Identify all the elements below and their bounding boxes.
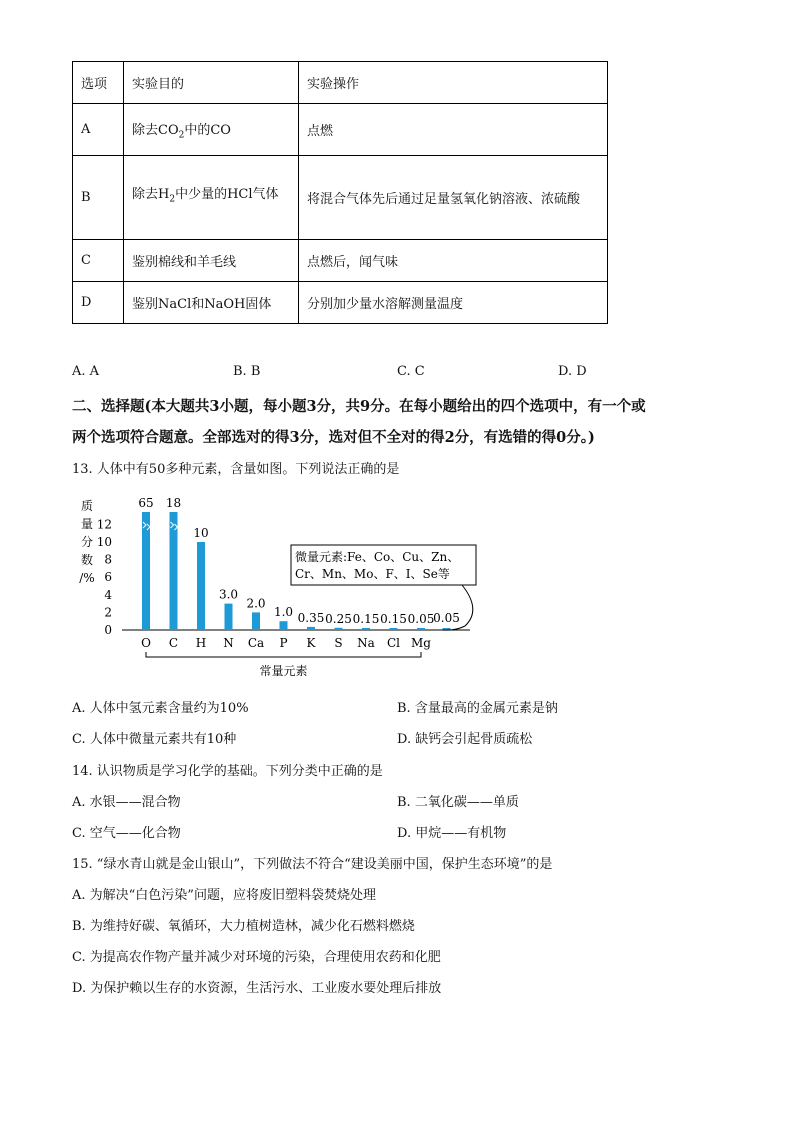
bar-value-label: 65: [138, 496, 154, 510]
bar-value-label: 0.35: [297, 610, 325, 625]
bar-value-label: 18: [165, 496, 182, 510]
table-cell-purpose: 除去$CO_2$中的CO: [124, 104, 299, 156]
table-cell-purpose: 除去$H_2$中少量的HCl气体: [124, 156, 299, 240]
x-tick-label: C: [168, 636, 179, 650]
bar-n: [225, 604, 233, 630]
y-tick-label: 4: [104, 587, 112, 602]
y-tick-label: 10: [96, 535, 112, 549]
y-tick-label: 0: [104, 623, 112, 637]
bar-value-label: 2.0: [246, 596, 266, 611]
q12-choice-c: C. C: [397, 364, 425, 379]
table-header-cell: 选项: [73, 62, 124, 104]
x-tick-label: Na: [357, 636, 375, 650]
table-cell-option: A: [73, 104, 124, 156]
table-cell-purpose: 鉴别NaCl和NaOH固体: [124, 282, 299, 324]
table-cell-option: B: [73, 156, 124, 240]
x-tick-label: O: [141, 636, 151, 650]
trace-elements-callout-line1: 微量元素:Fe、Co、Cu、Zn、: [295, 550, 460, 564]
options-table: [72, 61, 608, 324]
table-row: [73, 156, 608, 240]
x-tick-label: N: [223, 636, 234, 650]
table-row: [73, 282, 608, 324]
bar-value-label: 1.0: [273, 605, 294, 620]
y-tick-label: 6: [104, 570, 112, 585]
bar-o: [142, 512, 150, 630]
table-cell-operation: 点燃: [299, 104, 608, 156]
q13-stem: 13. 人体中有50多种元素，含量如图。下列说法正确的是: [72, 462, 400, 477]
bar-value-label: 0.15: [352, 612, 380, 626]
table-row: [73, 104, 608, 156]
table-cell-operation: 点燃后，闻气味: [299, 240, 608, 282]
bar-cl: [390, 628, 398, 630]
q12-choice-d: D. D: [558, 364, 587, 379]
y-axis-label-char: 分: [80, 535, 94, 549]
table-header-cell: 实验目的: [124, 62, 299, 104]
bar-chart-svg: [70, 490, 490, 690]
q14-option-a: A. 水银——混合物: [72, 795, 181, 810]
q15-stem: 15. “绿水青山就是金山银山”，下列做法不符合“建设美丽中国，保护生态环境”的是: [72, 857, 553, 872]
x-tick-label: Cl: [386, 636, 401, 650]
x-tick-label: H: [195, 636, 207, 650]
x-tick-label: S: [334, 636, 343, 650]
x-tick-label: K: [306, 636, 316, 650]
q12-choice-b: B. B: [233, 364, 261, 379]
bar-value-label: 0.05: [433, 611, 460, 625]
bar-value-label: 3.0: [218, 587, 239, 602]
q12-choice-a: A. A: [72, 364, 100, 379]
y-axis-label-unit: /%: [79, 571, 95, 585]
bar-k: [307, 627, 315, 630]
bar-s: [335, 628, 343, 630]
bar-h: [197, 542, 205, 630]
bar-ca: [252, 612, 260, 630]
constant-elements-bracket: [146, 652, 421, 657]
bar-p: [280, 621, 288, 630]
q14-option-b: B. 二氧化碳——单质: [397, 795, 519, 810]
table-cell-operation: 分别加少量水溶解测量温度: [299, 282, 608, 324]
y-tick-label: 8: [104, 552, 112, 567]
table-header-row: [73, 62, 608, 104]
q15-option-b: B. 为维持好碳、氧循环，大力植树造林，减少化石燃料燃烧: [72, 919, 415, 934]
table-header-cell: 实验操作: [299, 62, 608, 104]
q13-option-d: D. 缺钙会引起骨质疏松: [397, 732, 533, 747]
q15-option-c: C. 为提高农作物产量并减少对环境的污染，合理使用农药和化肥: [72, 950, 441, 965]
table-row: [73, 240, 608, 282]
q15-option-a: A. 为解决“白色污染”问题，应将废旧塑料袋焚烧处理: [72, 888, 376, 903]
table-cell-option: D: [73, 282, 124, 324]
q13-option-a: A. 人体中氢元素含量约为10%: [72, 701, 249, 716]
y-axis-label-char: 数: [80, 553, 94, 567]
bar-mg: [417, 628, 425, 630]
q13-option-b: B. 含量最高的金属元素是钠: [397, 701, 558, 716]
table-cell-purpose: 鉴别棉线和羊毛线: [124, 240, 299, 282]
y-tick-label: 2: [104, 605, 112, 620]
bar-value-label: 10: [193, 526, 209, 540]
y-tick-label: 12: [96, 517, 112, 532]
bar-value-label: 0.05: [407, 612, 435, 626]
bar-c: [170, 512, 178, 630]
bar-value-label: 0.15: [380, 612, 407, 626]
section-title-line2: 两个选项符合题意。全部选对的得3分，选对但不全对的得2分，有选错的得0分。): [72, 429, 595, 446]
y-axis-label-char: 质: [80, 499, 94, 513]
table-cell-option: C: [73, 240, 124, 282]
table-cell-operation: 将混合气体先后通过足量氢氧化钠溶液、浓硫酸: [299, 156, 608, 240]
trace-elements-callout-line2: Cr、Mn、Mo、F、I、Se等: [295, 567, 450, 581]
q13-option-c: C. 人体中微量元素共有10种: [72, 732, 237, 747]
bar-na: [362, 628, 370, 630]
element-content-chart: [70, 490, 490, 690]
x-tick-label: P: [279, 636, 288, 650]
q14-option-d: D. 甲烷——有机物: [397, 826, 507, 841]
bar-value-label: 0.25: [325, 611, 352, 626]
q14-option-c: C. 空气——化合物: [72, 826, 181, 841]
x-tick-label: Mg: [411, 636, 431, 650]
y-axis-label-char: 量: [80, 517, 94, 531]
q14-stem: 14. 认识物质是学习化学的基础。下列分类中正确的是: [72, 764, 383, 779]
section-title-line1: 二、选择题(本大题共3小题，每小题3分，共9分。在每小题给出的四个选项中，有一个或: [72, 398, 646, 415]
q15-option-d: D. 为保护赖以生存的水资源，生活污水、工业废水要处理后排放: [72, 981, 442, 996]
constant-elements-label: 常量元素: [259, 664, 308, 678]
x-tick-label: Ca: [247, 636, 265, 650]
